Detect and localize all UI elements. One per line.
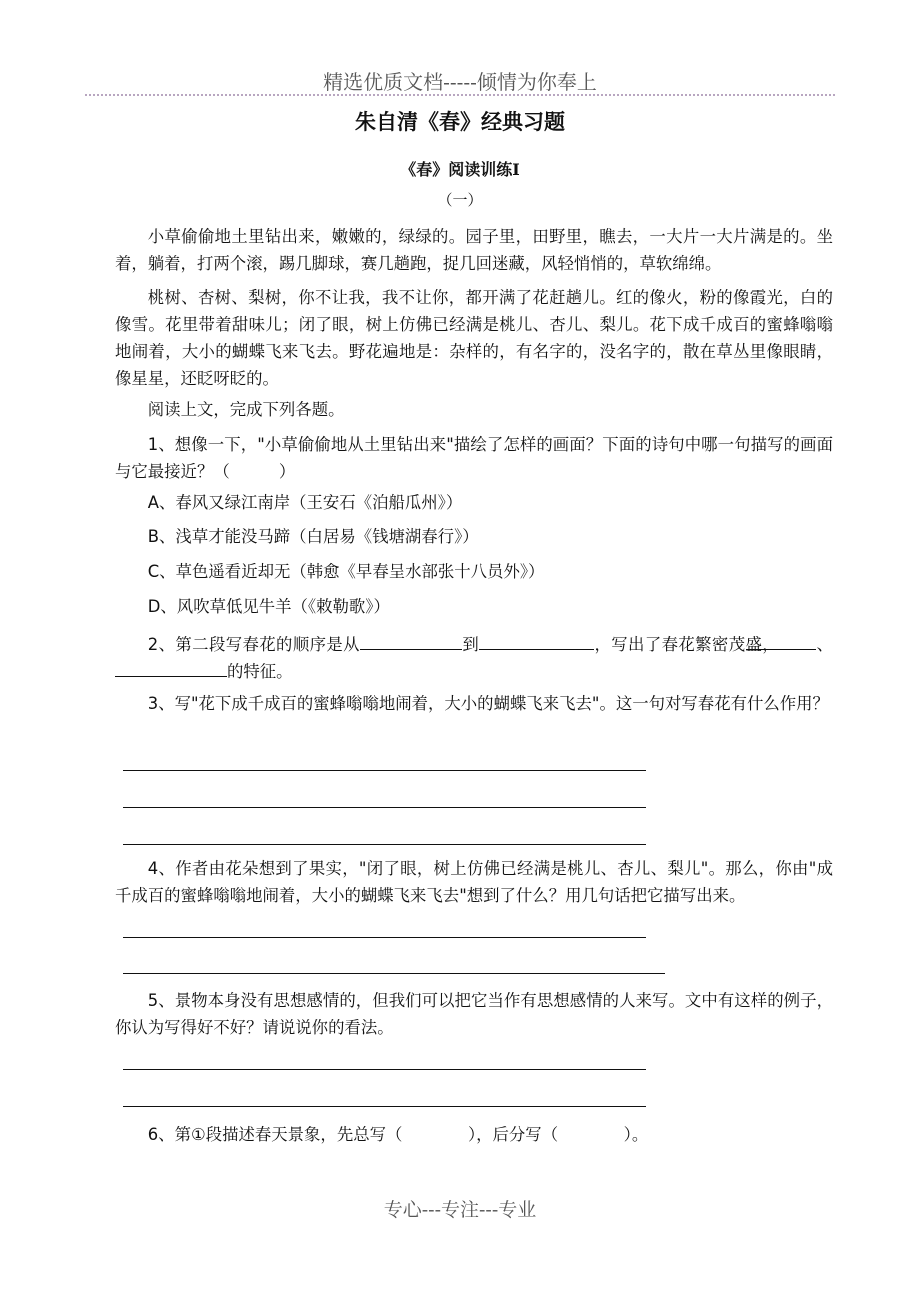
section-label: （一） [437, 191, 483, 209]
passage-paragraph-2: 桃树、杏树、梨树，你不让我，我不让你，都开满了花赶趟儿。红的像火，粉的像霞光，白的像雪。花里带着甜味儿；闭了眼，树上仿佛已经满是桃儿、杏儿、梨儿。花下成千成百的蜜蜂嗡嗡地闹着，大小的蝴蝶飞来飞去。野花遍地是：杂样的，有名字的，没名字的，散在草丛里像眼睛，像星星，还眨呀眨的。 [115, 288, 833, 388]
q2-text: 2、第二段写春花的顺序是从 [147, 635, 360, 654]
question-6: 6、第①段描述春天景象，先总写（ ），后分写（ ）。 [147, 1125, 649, 1144]
answer-line[interactable] [123, 973, 665, 974]
document-subtitle: 《春》阅读训练Ⅰ [400, 160, 520, 179]
answer-line[interactable] [123, 1106, 646, 1107]
q1-option-d: D、风吹草低见牛羊（《敕勒歌》） [147, 597, 390, 616]
q2-blank-4[interactable] [115, 660, 227, 677]
q2-text: 的特征。 [227, 662, 293, 681]
q2-text: ，写出了春花繁密茂盛， [594, 635, 780, 654]
header-divider [85, 94, 835, 96]
q1-option-c: C、草色遥看近却无（韩愈《早春呈水部张十八员外》） [147, 562, 545, 581]
page-header: 精选优质文档-----倾情为你奉上 [323, 70, 597, 94]
q2-text: 到 [461, 635, 480, 654]
q2-text: 、 [816, 635, 834, 654]
q2-blank-2[interactable] [479, 633, 594, 650]
page-footer: 专心---专注---专业 [383, 1199, 537, 1221]
answer-line[interactable] [123, 770, 646, 771]
question-2 [115, 631, 833, 685]
passage-paragraph-1: 小草偷偷地土里钻出来，嫩嫩的，绿绿的。园子里，田野里，瞧去，一大片一大片满是的。坐着，躺着，打两个滚，踢几脚球，赛几趟跑，捉几回迷藏，风轻悄悄的，草软绵绵。 [115, 227, 833, 273]
document-title: 朱自清《春》经典习题 [355, 110, 565, 134]
answer-line[interactable] [123, 1069, 646, 1070]
q2-blank-3[interactable] [746, 633, 816, 650]
answer-line[interactable] [123, 844, 646, 845]
q1-option-a: A、春风又绿江南岸（王安石《泊船瓜州》） [147, 493, 463, 512]
q1-option-b: B、浅草才能没马蹄（白居易《钱塘湖春行》） [147, 527, 479, 546]
instruction: 阅读上文，完成下列各题。 [147, 400, 345, 419]
question-5: 5、景物本身没有思想感情的，但我们可以把它当作有思想感情的人来写。文中有这样的例子，你认为写得好不好？请说说你的看法。 [115, 991, 833, 1037]
question-3: 3、写"花下成千成百的蜜蜂嗡嗡地闹着，大小的蝴蝶飞来飞去"。这一句对写春花有什么作用？ [147, 694, 829, 713]
answer-line[interactable] [123, 937, 646, 938]
question-1: 1、想像一下，"小草偷偷地从土里钻出来"描绘了怎样的画面？下面的诗句中哪一句描写的画面与它最接近？（ ） [115, 435, 833, 481]
question-4: 4、作者由花朵想到了果实，"闭了眼，树上仿佛已经满是桃儿、杏儿、梨儿"。那么，你由"成千成百的蜜蜂嗡嗡地闹着，大小的蝴蝶飞来飞去"想到了什么？用几句话把它描写出来。 [115, 859, 833, 905]
q2-blank-1[interactable] [360, 633, 462, 650]
answer-line[interactable] [123, 807, 646, 808]
